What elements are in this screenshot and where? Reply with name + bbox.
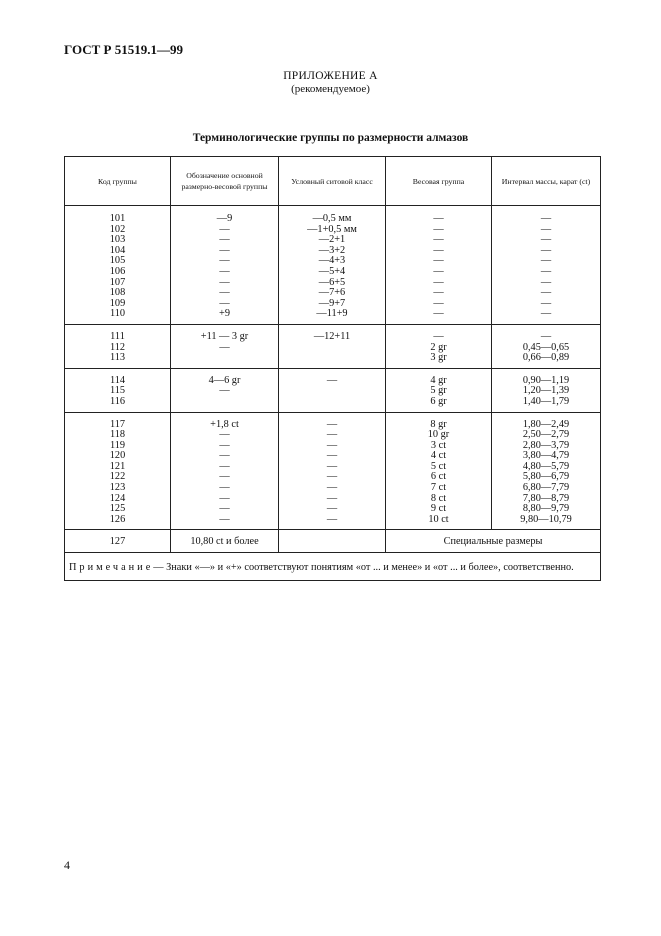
cell-value: 3,80—4,79 — [522, 450, 570, 462]
cell-code — [65, 324, 171, 368]
cell-value: —3+2 — [318, 244, 346, 256]
cell-value: — — [219, 450, 230, 462]
cell-value: — — [219, 297, 230, 309]
cell-value: — — [326, 492, 338, 504]
cell-value: — — [326, 429, 338, 441]
table-row-group — [65, 206, 601, 325]
cell-mass — [492, 368, 601, 412]
cell-sieve — [279, 324, 386, 368]
cell-value: — — [326, 418, 338, 430]
cell-mass — [492, 324, 601, 368]
cell-value: 6,80—7,79 — [522, 482, 570, 494]
cell-value: 5 gr — [430, 385, 447, 397]
cell-value: — — [433, 297, 444, 309]
cell-value: — — [540, 234, 552, 246]
cell-value: 103 — [109, 234, 126, 246]
cell-value: 101 — [109, 213, 126, 224]
cell-value: 113 — [109, 352, 126, 364]
cell-value: —6+5 — [318, 276, 346, 288]
cell-value: 109 — [109, 297, 126, 309]
page-number: 4 — [64, 858, 70, 872]
table-title: Терминологические группы по размерности алмазов — [192, 132, 469, 144]
note-text: — Знаки «—» и «+» соответствуют понятиям «от ... и менее» и «от ... и более», соответственно. — [153, 562, 574, 574]
cell-value: — — [433, 308, 444, 320]
cell-value: 108 — [109, 287, 126, 299]
cell-code — [65, 206, 171, 325]
cell-value: 115 — [109, 385, 126, 397]
cell-value: — — [540, 255, 552, 267]
cell-sieve — [279, 530, 386, 553]
column-header-mass: Интервал массы, карат (ct) — [492, 157, 601, 206]
cell-value: 8,80—9,79 — [522, 503, 570, 515]
cell-value: 10 gr — [427, 429, 450, 441]
cell-sieve — [279, 206, 386, 325]
cell-value: 110 — [109, 308, 126, 320]
cell-value: 5 ct — [430, 460, 447, 472]
cell-value: — — [433, 287, 444, 299]
size-groups-table — [64, 156, 601, 581]
cell-value: —11+9 — [316, 308, 348, 320]
cell-designation — [171, 412, 279, 530]
cell-value: — — [326, 513, 338, 525]
cell-value: — — [219, 439, 230, 451]
cell-mass — [492, 206, 601, 325]
cell-sieve — [279, 368, 386, 412]
cell-value: — — [219, 287, 230, 299]
table-row-group — [65, 368, 601, 412]
cell-value: 3 ct — [430, 439, 447, 451]
cell-value: 125 — [109, 503, 126, 515]
cell-value: 126 — [109, 513, 126, 525]
cell-value — [279, 353, 385, 364]
cell-value: +11 — 3 gr — [200, 330, 249, 342]
cell-value: 1,20—1,39 — [522, 385, 570, 397]
cell-value: 106 — [109, 265, 126, 277]
cell-value: — — [219, 276, 230, 288]
cell-value: 112 — [109, 341, 126, 353]
cell-value: — — [540, 276, 552, 288]
cell-value: — — [326, 439, 338, 451]
cell-value: — — [540, 223, 552, 235]
cell-value: —7+6 — [318, 287, 346, 299]
cell-value: 111 — [110, 330, 125, 342]
column-header-designation: Обозначение основной размерно-весовой группы — [171, 157, 279, 206]
cell-value: — — [326, 471, 338, 483]
cell-value: — — [219, 503, 230, 515]
cell-value: —9+7 — [318, 297, 346, 309]
cell-value: — — [219, 513, 230, 525]
cell-value: — — [219, 460, 230, 472]
cell-code — [65, 412, 171, 530]
cell-weight — [386, 324, 492, 368]
cell-designation — [171, 324, 279, 368]
cell-value: — — [433, 255, 444, 267]
cell-value: 9 ct — [430, 503, 447, 515]
note-label: Примечание — [69, 562, 154, 574]
cell-value: — — [540, 297, 552, 309]
cell-value: — — [219, 385, 230, 397]
cell-value: — — [540, 330, 552, 342]
cell-code: 127 — [65, 530, 171, 553]
cell-value: — — [326, 503, 338, 515]
cell-value: — — [219, 429, 230, 441]
cell-value: — — [540, 265, 552, 277]
cell-value: — — [433, 244, 444, 256]
cell-value: — — [540, 287, 552, 299]
cell-designation — [171, 368, 279, 412]
cell-value: 116 — [109, 395, 126, 407]
cell-sieve — [279, 412, 386, 530]
cell-weight — [386, 206, 492, 325]
cell-value — [171, 353, 278, 364]
cell-value: — — [326, 482, 338, 494]
cell-value: 123 — [109, 482, 126, 494]
cell-weight — [386, 368, 492, 412]
cell-value: —0,5 мм — [312, 213, 352, 224]
cell-value: — — [219, 482, 230, 494]
cell-value: 0,45—0,65 — [522, 341, 570, 353]
cell-value: 10 ct — [428, 513, 449, 525]
cell-value: 104 — [109, 244, 126, 256]
cell-value — [279, 343, 385, 354]
table-row-group — [65, 324, 601, 368]
cell-value: —5+4 — [318, 265, 346, 277]
cell-value: —2+1 — [318, 234, 346, 246]
cell-value: 119 — [109, 439, 126, 451]
cell-value: — — [540, 244, 552, 256]
cell-weight — [386, 412, 492, 530]
cell-special-sizes: Специальные размеры — [386, 530, 601, 553]
cell-designation: 10,80 ct и более — [171, 530, 279, 553]
cell-value: +1,8 ct — [210, 418, 239, 430]
cell-value: —12+11 — [313, 330, 351, 342]
cell-value: 3 gr — [430, 352, 447, 364]
cell-value: — — [540, 213, 552, 224]
cell-value: 121 — [109, 460, 126, 472]
appendix-subtitle: (рекомендуемое) — [291, 83, 370, 95]
column-header-sieve: Условный ситовой класс — [279, 157, 386, 206]
cell-value: 120 — [109, 450, 126, 462]
cell-value — [279, 386, 385, 397]
column-header-weight: Весовая группа — [386, 157, 492, 206]
cell-value: — — [326, 450, 338, 462]
cell-value: — — [433, 276, 444, 288]
cell-value: — — [219, 265, 230, 277]
column-header-code: Код группы — [65, 157, 171, 206]
cell-value: — — [219, 471, 230, 483]
cell-value: 5,80—6,79 — [522, 471, 570, 483]
cell-value: —4+3 — [318, 255, 346, 267]
cell-value: 7 ct — [430, 482, 447, 494]
appendix-title: ПРИЛОЖЕНИЕ А — [283, 70, 378, 82]
cell-designation — [171, 206, 279, 325]
cell-value: 122 — [109, 471, 126, 483]
cell-value: 105 — [109, 255, 126, 267]
cell-value: 1,80—2,49 — [522, 418, 570, 430]
table-row-group — [65, 412, 601, 530]
cell-value: — — [433, 223, 444, 235]
cell-value — [171, 397, 278, 408]
cell-value: 8 ct — [430, 492, 447, 504]
cell-value: 107 — [109, 276, 126, 288]
cell-value: — — [433, 234, 444, 246]
cell-value: 1,40—1,79 — [522, 395, 570, 407]
cell-value: 9,80—10,79 — [520, 513, 572, 525]
cell-value: 4 gr — [430, 374, 447, 386]
cell-value: — — [540, 308, 552, 320]
table-note-row — [65, 553, 601, 581]
cell-value: — — [219, 341, 230, 353]
cell-value: — — [433, 265, 444, 277]
cell-value: — — [219, 492, 230, 504]
cell-value: 102 — [109, 223, 126, 235]
cell-value: —1+0,5 мм — [307, 223, 357, 235]
table-row-127 — [65, 530, 601, 553]
cell-value: 6 gr — [430, 395, 447, 407]
cell-mass — [492, 412, 601, 530]
cell-value: 2,80—3,79 — [522, 439, 570, 451]
table-note — [65, 553, 601, 581]
cell-value: 7,80—8,79 — [522, 492, 570, 504]
cell-value: 2,50—2,79 — [522, 429, 570, 441]
cell-value: — — [219, 255, 230, 267]
cell-value — [279, 397, 385, 408]
cell-value: — — [326, 460, 338, 472]
cell-value: —9 — [216, 213, 233, 224]
cell-value: — — [219, 244, 230, 256]
cell-value: — — [326, 374, 338, 386]
cell-value: 124 — [109, 492, 126, 504]
table-header-row — [65, 157, 601, 206]
cell-value: +9 — [219, 308, 230, 320]
cell-value: — — [219, 223, 230, 235]
cell-value: — — [433, 330, 444, 342]
cell-value: 0,66—0,89 — [522, 352, 570, 364]
cell-value: — — [433, 213, 444, 224]
document-code: ГОСТ Р 51519.1—99 — [64, 42, 183, 57]
cell-code — [65, 368, 171, 412]
cell-value: 2 gr — [430, 341, 447, 353]
cell-value: 4—6 gr — [208, 374, 241, 386]
cell-value: 118 — [109, 429, 126, 441]
cell-value: 114 — [109, 374, 126, 386]
cell-value: 4 ct — [430, 450, 447, 462]
cell-value: 6 ct — [430, 471, 447, 483]
cell-value: 8 gr — [430, 418, 447, 430]
cell-value: — — [219, 234, 230, 246]
cell-value: 117 — [109, 418, 126, 430]
cell-value: 4,80—5,79 — [522, 460, 570, 472]
cell-value: 0,90—1,19 — [522, 374, 570, 386]
